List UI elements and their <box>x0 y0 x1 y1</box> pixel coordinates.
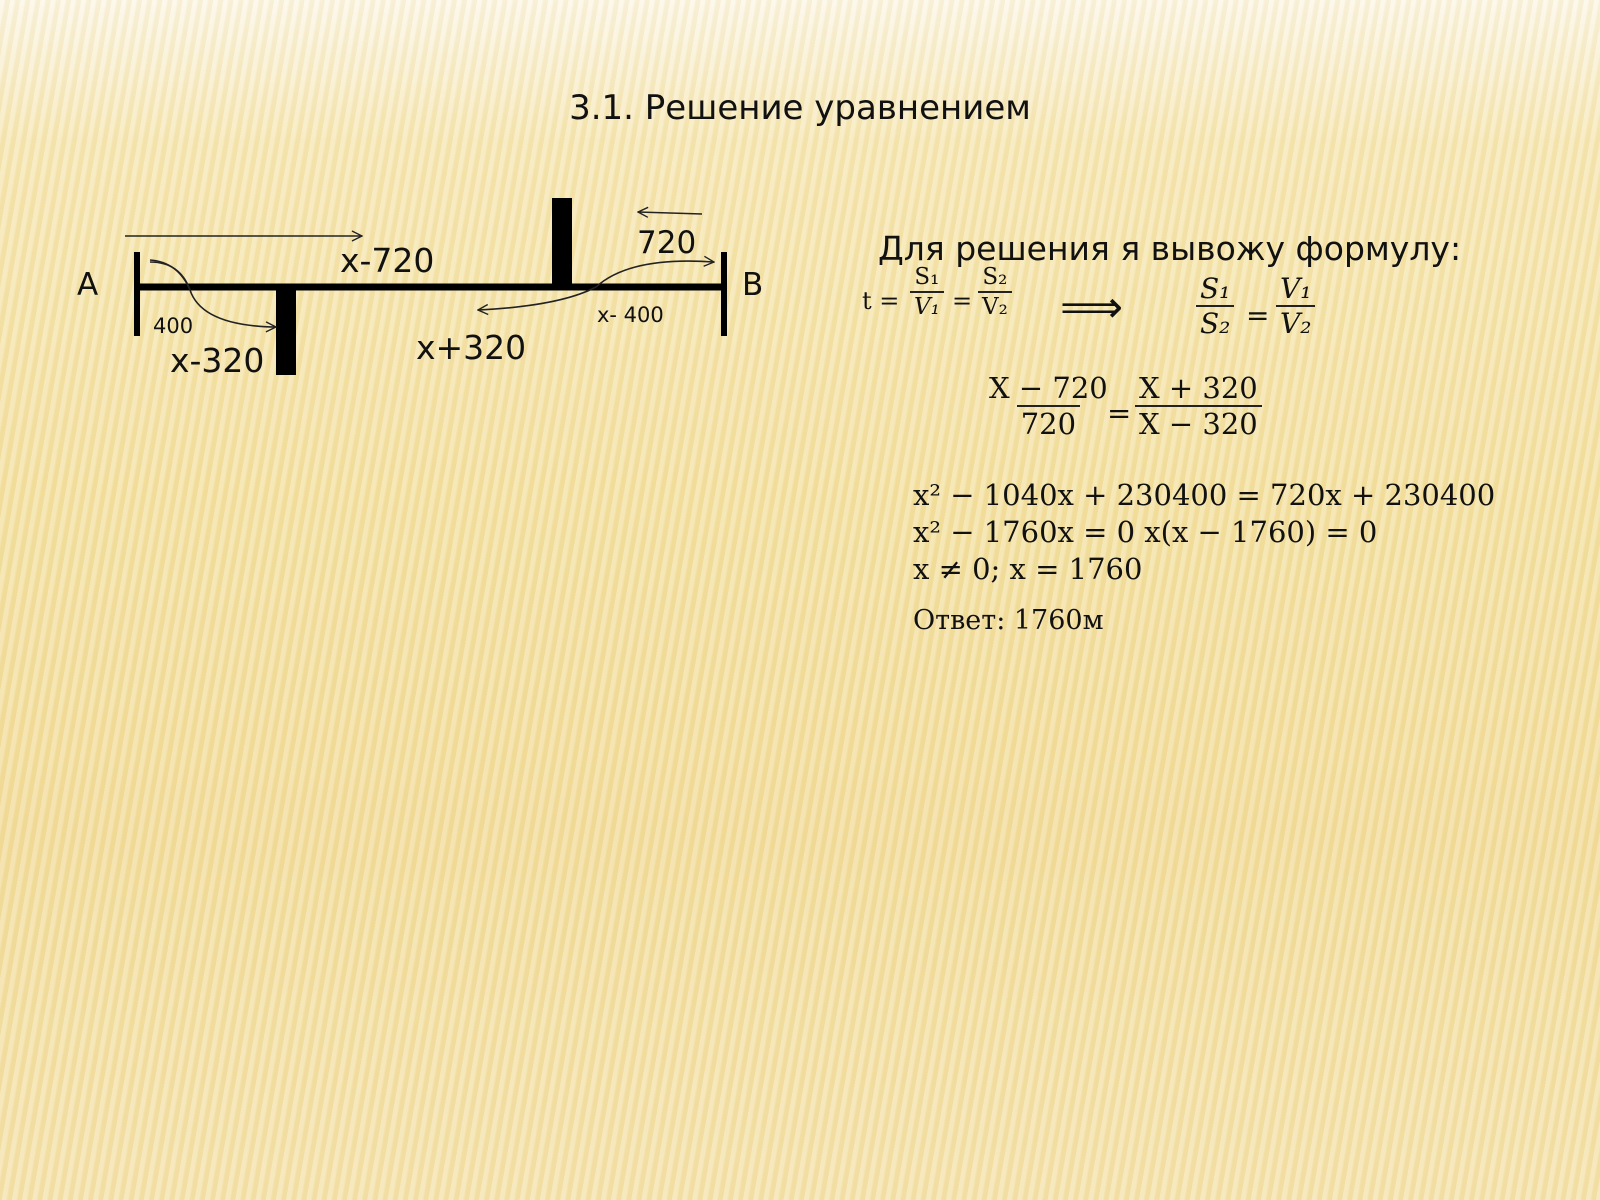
label-small-right-distance: x- 400 <box>597 303 664 327</box>
meeting-marker-lower <box>276 289 296 375</box>
solution-step-1: x² − 1040x + 230400 = 720x + 230400 <box>913 478 1496 512</box>
solution-step-2: x² − 1760x = 0 x(x − 1760) = 0 <box>913 515 1378 549</box>
arrow-top-left <box>638 212 702 214</box>
formula1-num-left: S₁ <box>914 264 940 290</box>
formula2-num-left: S₁ <box>1200 272 1231 305</box>
label-bottom-mid-distance: x+320 <box>416 328 527 367</box>
equation-num-left: X − 720 <box>989 371 1108 405</box>
equation-num-right: X + 320 <box>1139 371 1258 405</box>
solution-answer: Ответ: 1760м <box>913 605 1104 636</box>
formula1-equals: = <box>952 287 973 315</box>
equation-den-right: X − 320 <box>1135 405 1262 439</box>
meeting-marker-upper <box>552 198 572 287</box>
implies-arrow-icon: ⟹ <box>1060 282 1124 333</box>
formula2-num-right: V₁ <box>1280 272 1312 305</box>
equation-equals: = <box>1107 396 1132 430</box>
formula2-equals: = <box>1246 299 1270 332</box>
formula1-den-right: V₂ <box>978 291 1012 319</box>
formula1-fraction-left <box>910 265 944 319</box>
equation-fraction-right <box>1135 373 1262 440</box>
formula1-t: t = <box>862 287 900 315</box>
label-bottom-left-distance: x-320 <box>170 341 265 380</box>
label-top-right-distance: 720 <box>637 225 697 261</box>
label-small-left-distance: 400 <box>153 314 194 338</box>
solution-step-3: x ≠ 0; x = 1760 <box>913 552 1143 586</box>
label-point-a: A <box>77 267 99 303</box>
label-top-left-distance: x-720 <box>340 241 435 280</box>
equation-fraction-left <box>985 373 1112 440</box>
formula2-fraction-left <box>1196 274 1234 339</box>
formula1-num-right: S₂ <box>982 264 1008 290</box>
formula1-fraction-right <box>978 265 1012 319</box>
formula2-fraction-right <box>1276 274 1315 339</box>
slide-title: 3.1. Решение уравнением <box>569 88 1031 128</box>
solution-intro: Для решения я вывожу формулу: <box>878 229 1462 268</box>
equation-den-left: 720 <box>1017 405 1080 439</box>
formula2-den-right: V₂ <box>1276 305 1315 338</box>
label-point-b: B <box>742 267 764 303</box>
formula1-den-left: V₁ <box>910 291 944 319</box>
arrow-curve-right <box>596 261 714 287</box>
formula2-den-left: S₂ <box>1196 305 1234 338</box>
